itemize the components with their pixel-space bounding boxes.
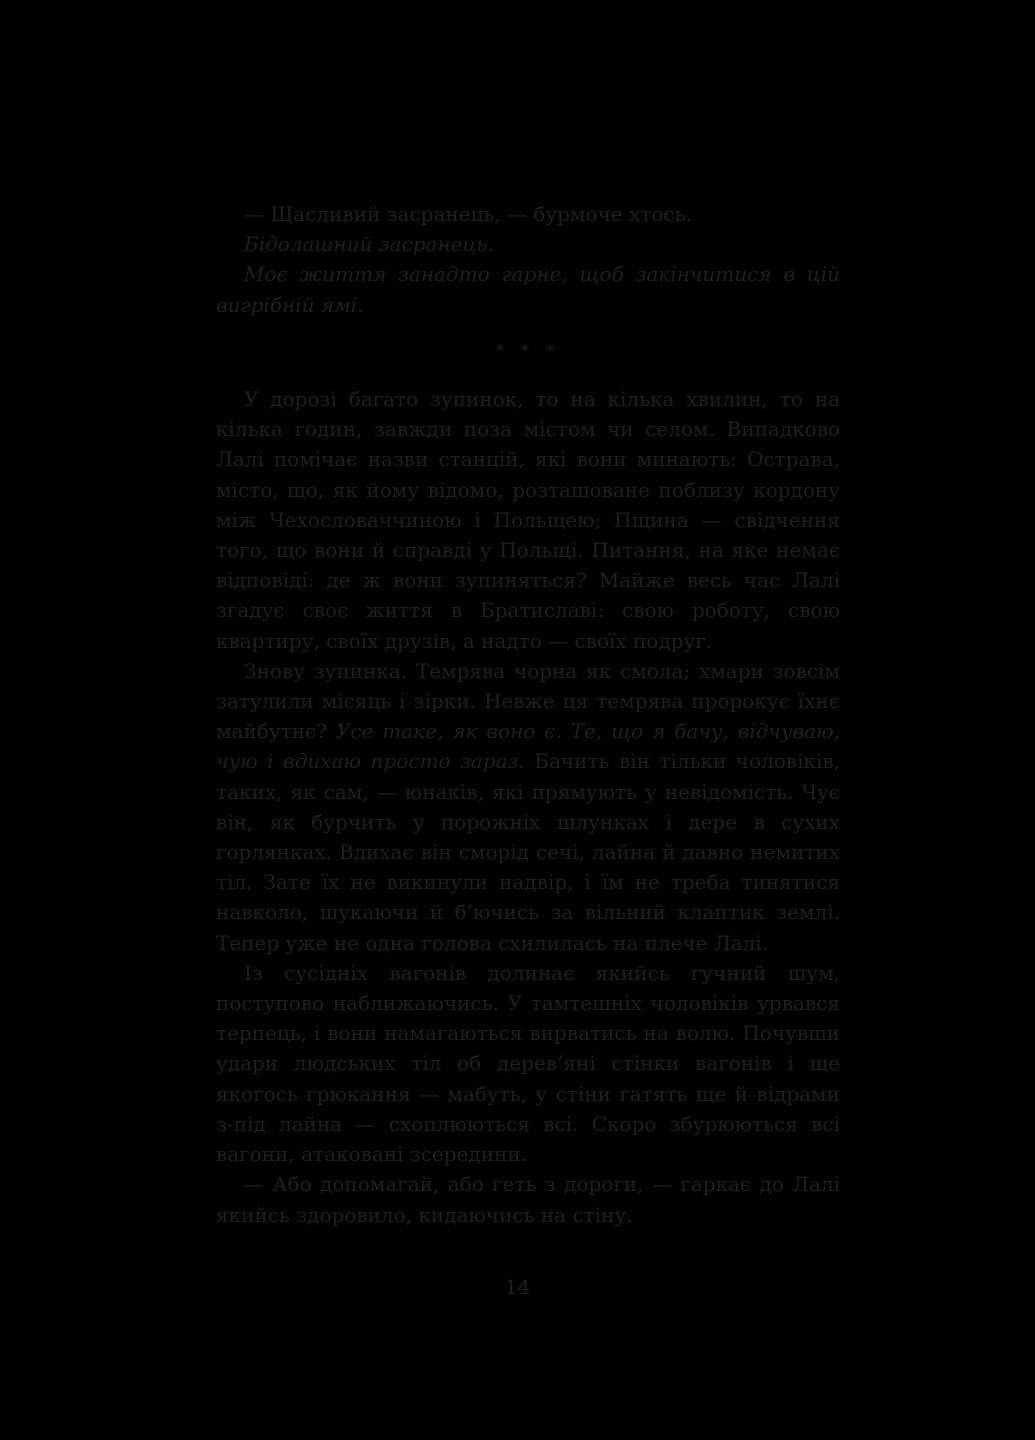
page-text: [216, 199, 840, 1230]
paragraph-stops: У дорозі багато зупинок, то на кілька хвилин, то на кілька годин, завжди поза містом чи селом. Випадково Лалі помічає назви станцій, які вони минають: Острава, місто, що, як йому відомо, розташоване поблизу кордону між Чехословаччиною і Польщею; Пщина — свідчення того, що вони й справді у Польщі. Питання, на яке немає відповіді: де ж вони зупиняться? Майже весь час Лалі згадує своє життя в Братиславі: свою роботу, свою квартиру, своїх друзів, а надто — своїх подруг.: [216, 387, 840, 653]
page-number: 14: [504, 1275, 531, 1299]
paragraph-thought-2: Моє життя занадто гарне, щоб закінчитися в цій вигрібній ямі.: [216, 262, 840, 317]
paragraph-dialogue-1: — Щасливий засранець, — бурмоче хтось.: [244, 202, 692, 226]
paragraph-darkness-part-a: Знову зупинка. Темрява чорна як смола; хмари зовсім затулили місяць і зірки. Невже ця темрява пророкує їхнє майбутнє?: [216, 658, 840, 744]
paragraph-darkness: [216, 656, 840, 958]
paragraph-darkness-part-c: . Бачить він тільки чоловіків, таких, як сам, — юнаків, які прямують у невідомість. Чує він, як бурчить у порожніх шлунках і дере в сухих горлянках. Вдихає він сморід сечі, лайна й давно немитих тіл. Зате їх не викинули надвір, і їм не треба тинятися навколо, шукаючи й б’ючись за вільний клаптик землі. Тепер уже не одна голова схилилась на плече Лалі.: [216, 749, 840, 955]
section-separator: * * *: [495, 340, 561, 360]
paragraph-thought-1: Бідолашний засранець.: [244, 232, 494, 257]
paragraph-dialogue-2: — Або допомагай, або геть з дороги, — гаркає до Лалі якийсь здоровило, кидаючись на стіну.: [216, 1172, 840, 1227]
paragraph-darkness-italic: Усе таке, як воно є. Те, що я бачу, відчуваю, чую і вдихаю просто зараз: [216, 719, 841, 774]
paragraph-noise: Із сусідніх вагонів долинає якийсь гучний шум, поступово наближаючись. У тамтешніх чоловіків урвався терпець, і вони намагаються вирватись на волю. Почувши удари людських тіл об дерев’яні стінки вагонів і ще якогось грюкання — мабуть, у стіни гатять ще й відрами з-під лайна — схоплюються всі. Скоро збурюються всі вагони, атаковані зсередини.: [216, 960, 840, 1167]
